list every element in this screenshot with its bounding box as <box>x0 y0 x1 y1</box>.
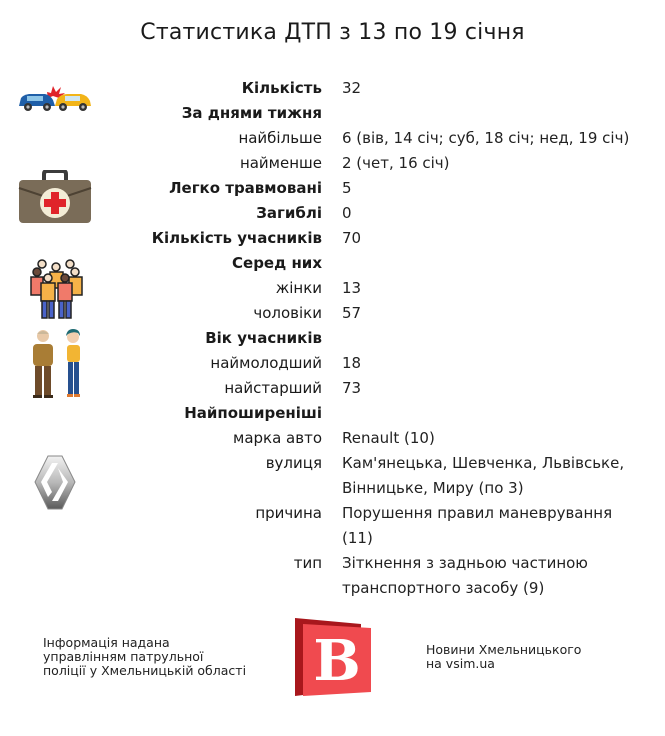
row-cause <box>0 501 665 551</box>
row-among-them <box>0 251 665 276</box>
row-killed <box>0 201 665 226</box>
source-credit <box>43 636 246 678</box>
page-title: Статистика ДТП з 13 по 19 січня <box>140 20 525 45</box>
value-killed: 0 <box>342 204 352 222</box>
row-most-common <box>0 401 665 426</box>
source-line-3: поліції у Хмельницькій області <box>43 663 247 678</box>
value-type: Зіткнення з задньою частиною транспортного засобу (9) <box>342 554 588 597</box>
label-street: вулиця <box>265 454 322 472</box>
value-street: Кам'янецька, Шевченка, Львівське, Вінницьке, Миру (по 3) <box>342 454 625 497</box>
label-by-weekday: За днями тижня <box>181 104 322 122</box>
value-oldest: 73 <box>342 379 362 397</box>
row-least <box>0 151 665 176</box>
row-type <box>0 551 665 601</box>
label-count: Кількість <box>241 79 322 97</box>
label-women: жінки <box>275 279 322 297</box>
row-participants <box>0 226 665 251</box>
row-count <box>0 76 665 101</box>
value-least: 2 (чет, 16 січ) <box>342 154 450 172</box>
car-crash-icon <box>17 84 93 114</box>
row-men <box>0 301 665 326</box>
row-by-weekday <box>0 101 665 126</box>
label-most: найбільше <box>238 129 322 147</box>
row-street <box>0 451 665 501</box>
logo-letter: В <box>313 628 361 694</box>
source-line-2: управлінням патрульної <box>43 649 204 664</box>
row-youngest <box>0 351 665 376</box>
people-group-icon <box>29 258 85 320</box>
value-most: 6 (вів, 14 січ; суб, 18 січ; нед, 19 січ) <box>342 129 630 147</box>
value-women: 13 <box>342 279 362 297</box>
value-injured: 5 <box>342 179 352 197</box>
label-age: Вік учасників <box>205 329 322 347</box>
news-line-1: Новини Хмельницького <box>426 642 582 657</box>
label-men: чоловіки <box>253 304 322 322</box>
label-car-brand: марка авто <box>233 429 322 447</box>
label-participants: Кількість учасників <box>151 229 322 247</box>
label-most-common: Найпоширеніші <box>184 404 322 422</box>
value-men: 57 <box>342 304 362 322</box>
value-car-brand: Renault (10) <box>342 429 435 447</box>
news-credit <box>426 643 581 671</box>
label-killed: Загиблі <box>256 204 322 222</box>
label-among-them: Серед них <box>232 254 322 272</box>
label-type: тип <box>293 554 322 572</box>
old-and-young-man-icon <box>30 328 86 400</box>
value-youngest: 18 <box>342 354 362 372</box>
label-injured: Легко травмовані <box>169 179 322 197</box>
vsim-logo-icon <box>295 618 371 696</box>
value-participants: 70 <box>342 229 362 247</box>
value-cause: Порушення правил маневрування (11) <box>342 504 613 547</box>
news-line-2: на vsim.ua <box>426 656 495 671</box>
label-least: найменше <box>239 154 322 172</box>
first-aid-kit-icon <box>18 170 92 224</box>
row-age <box>0 326 665 351</box>
row-car-brand <box>0 426 665 451</box>
value-count: 32 <box>342 79 362 97</box>
row-most <box>0 126 665 151</box>
renault-logo-icon <box>34 455 76 510</box>
label-youngest: наймолодший <box>210 354 322 372</box>
label-oldest: найстарший <box>224 379 322 397</box>
row-injured <box>0 176 665 201</box>
label-cause: причина <box>255 504 322 522</box>
row-women <box>0 276 665 301</box>
row-oldest <box>0 376 665 401</box>
source-line-1: Інформація надана <box>43 635 170 650</box>
stats-table <box>0 76 665 601</box>
